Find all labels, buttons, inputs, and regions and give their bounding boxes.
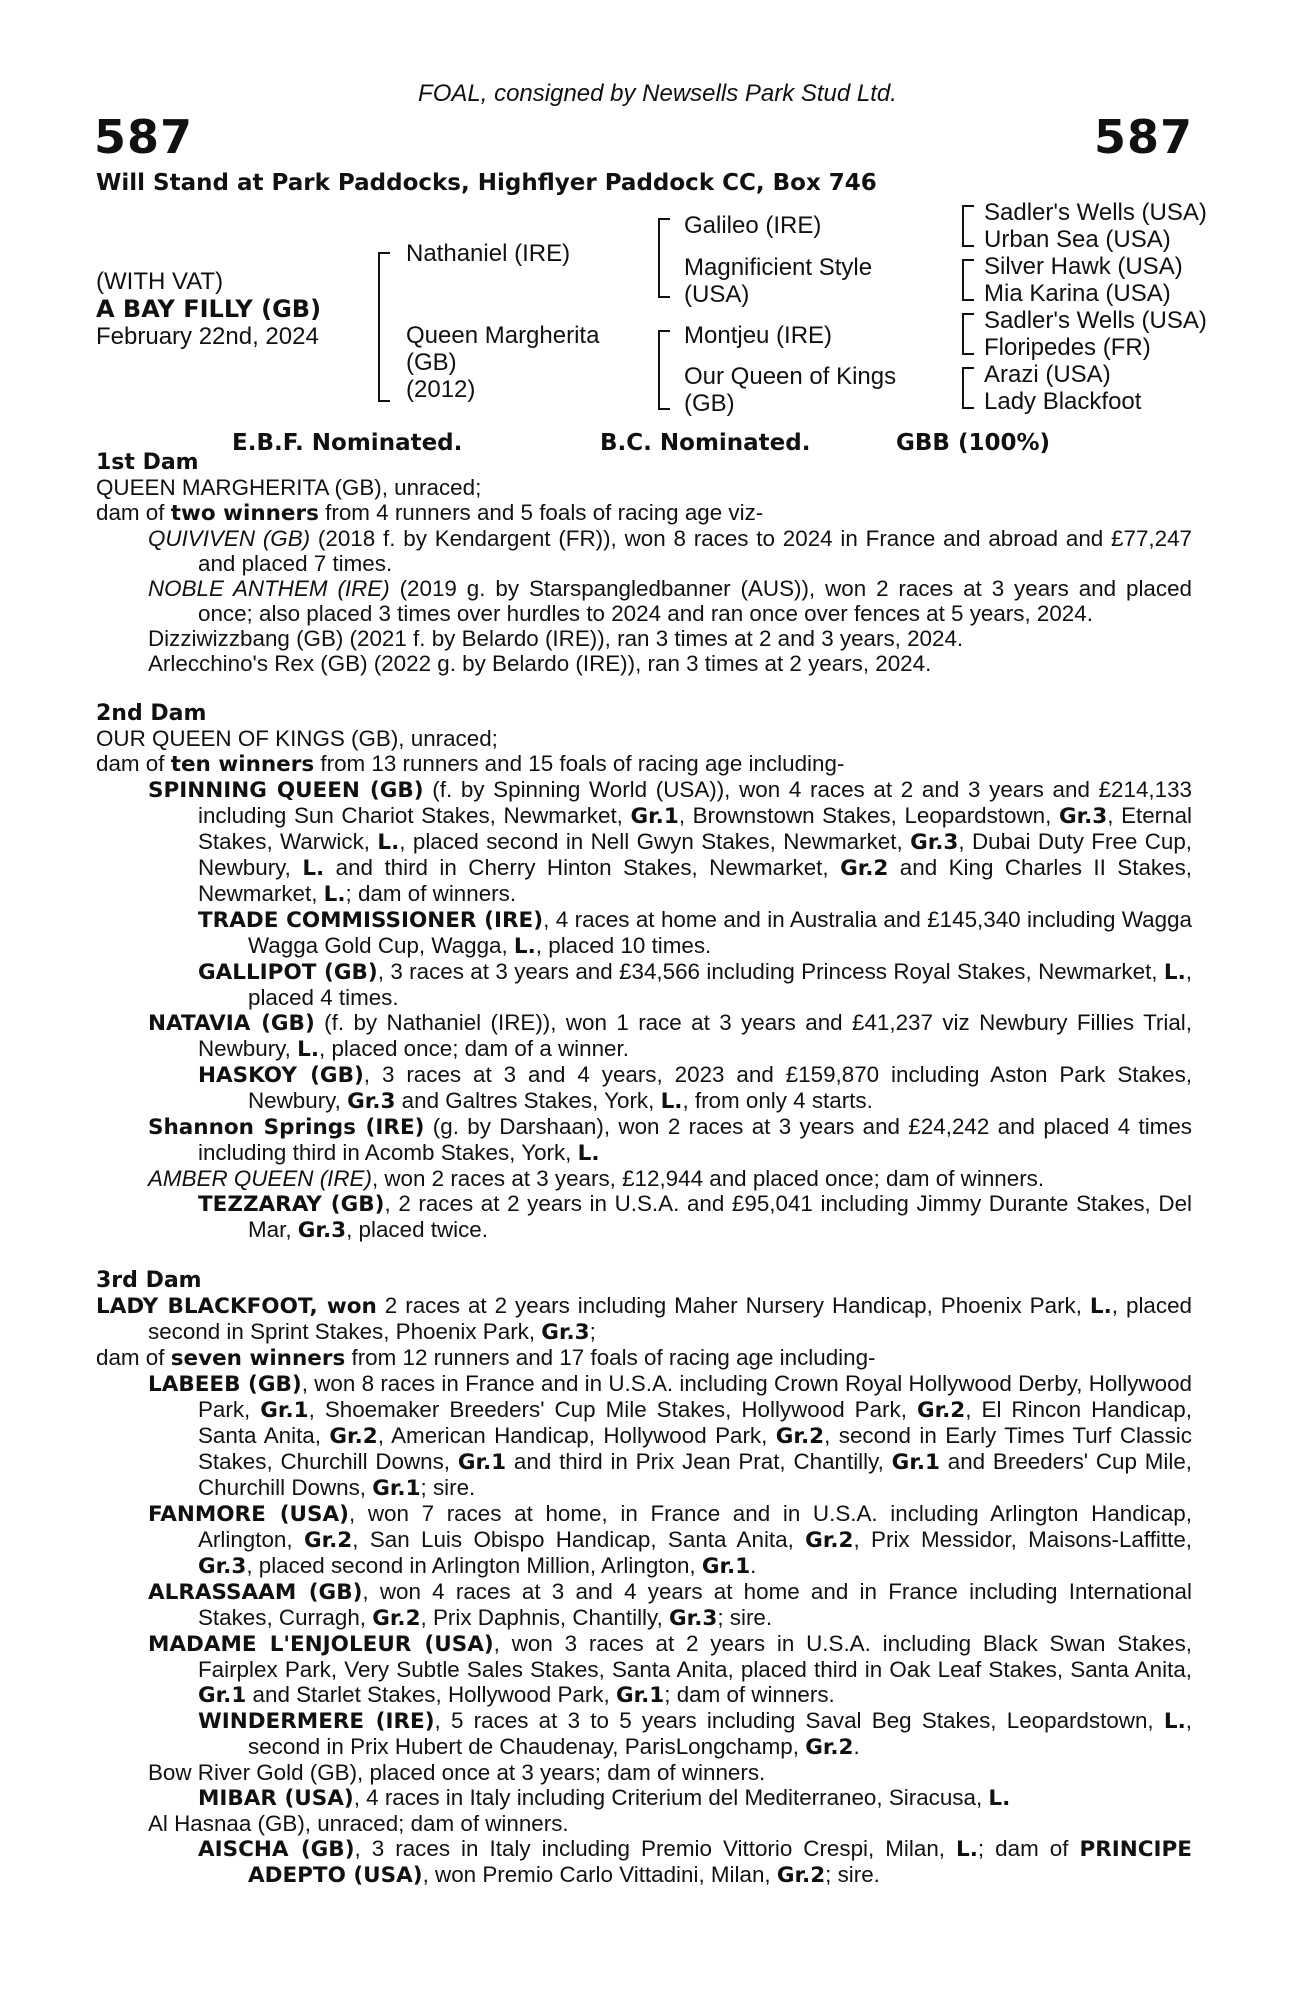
consignor-line: FOAL, consigned by Newsells Park Stud Ltd. [418,80,897,107]
gbb-rating: GBB (100%) [896,430,1051,456]
third-dam-summary: dam of seven winners from 12 runners and 17 foals of racing age including- [96,1345,876,1371]
produce-mibar: MIBAR (USA), 4 races in Italy including Criterium del Mediterraneo, Siracusa, L. [198,1785,1011,1811]
vat-note: (WITH VAT) [96,268,224,295]
lot-number-left: 587 [94,110,194,164]
sire-dam-dam: Mia Karina (USA) [984,280,1171,307]
ebf-nomination: E.B.F. Nominated. [232,430,463,456]
third-dam-name: LADY BLACKFOOT, won 2 races at 2 years including Maher Nursery Handicap, Phoenix Park, L., placed second in Sprint Stakes, Phoenix Park, Gr.3; [96,1293,1192,1345]
produce-haskoy: HASKOY (GB), 3 races at 3 and 4 years, 2023 and £159,870 including Aston Park Stakes, Newbury, Gr.3 and Galtres Stakes, York, L., from only 4 starts. [198,1062,1192,1114]
third-dam-heading: 3rd Dam [96,1268,202,1293]
produce-natavia: NATAVIA (GB) (f. by Nathaniel (IRE)), won 1 race at 3 years and £41,237 viz Newbury Fillies Trial, Newbury, L., placed once; dam of a winner. [148,1010,1193,1062]
produce-bow-river-gold: Bow River Gold (GB), placed once at 3 years; dam of winners. [148,1760,766,1785]
produce-gallipot: GALLIPOT (GB), 3 races at 3 years and £34,566 including Princess Royal Stakes, Newmarket, L., placed 4 times. [198,959,1192,1010]
sire-dam-brace [378,252,390,402]
dam-dam-line-1: Our Queen of Kings [684,363,897,390]
produce-shannon-springs: Shannon Springs (IRE) (g. by Darshaan), won 2 races at 3 years and £24,242 and placed 4 times including third in Acomb Stakes, York, L. [148,1114,1192,1166]
second-dam-name: OUR QUEEN OF KINGS (GB), unraced; [96,726,498,751]
bc-nomination: B.C. Nominated. [600,430,811,456]
dam-parents-brace [658,330,670,410]
stand-location: Will Stand at Park Paddocks, Highflyer Paddock CC, Box 746 [96,170,877,196]
dam-sire: Montjeu (IRE) [684,322,833,349]
catalogue-body [96,450,1192,1888]
produce-spinning-queen: SPINNING QUEEN (GB) (f. by Spinning World (USA)), won 4 races at 2 and 3 years and £214,133 including Sun Chariot Stakes, Newmarket, Gr.1, Brownstown Stakes, Leopardstown, Gr.3, Eternal Stakes, Warwick, L., placed second in Nell Gwyn Stakes, Newmarket, Gr.3, Dubai Duty Free Cup, Newbury, L. and third in Cherry Hinton Stakes, Newmarket, Gr.2 and King Charles II Stakes, Newmarket, L.; dam of winners. [148,777,1193,907]
produce-al-hasnaa: Al Hasnaa (GB), unraced; dam of winners. [148,1811,569,1836]
produce-windermere: WINDERMERE (IRE), 5 races at 3 to 5 years including Saval Beg Stakes, Leopardstown, L., second in Prix Hubert de Chaudenay, ParisLongchamp, Gr.2. [198,1708,1192,1760]
sire-parents-brace [658,218,670,298]
produce-trade-commissioner: TRADE COMMISSIONER (IRE), 4 races at home and in Australia and £145,340 including Wagga Wagga Gold Cup, Wagga, L., placed 10 times. [198,907,1192,959]
produce-arlecchinos-rex: Arlecchino's Rex (GB) (2022 g. by Belardo (IRE)), ran 3 times at 2 years, 2024. [148,651,932,676]
dam-line-1: Queen Margherita [406,322,600,349]
dd-brace [962,367,974,409]
produce-tezzaray: TEZZARAY (GB), 2 races at 2 years in U.S.A. and £95,041 including Jimmy Durante Stakes, Del Mar, Gr.3, placed twice. [198,1191,1192,1243]
sire-sire-sire: Sadler's Wells (USA) [984,199,1207,226]
sire: Nathaniel (IRE) [406,240,571,267]
produce-dizziwizzbang: Dizziwizzbang (GB) (2021 f. by Belardo (IRE)), ran 3 times at 2 and 3 years, 2024. [148,626,964,651]
produce-fanmore: FANMORE (USA), won 7 races at home, in France and in U.S.A. including Arlington Handicap, Arlington, Gr.2, San Luis Obispo Handicap, Santa Anita, Gr.2, Prix Messidor, Maisons-Laffitte, Gr.3, placed second in Arlington Million, Arlington, Gr.1. [148,1501,1192,1579]
ds-brace [962,313,974,355]
lot-number-right: 587 [1094,110,1194,164]
sire-sire: Galileo (IRE) [684,212,822,239]
lot-name: A BAY FILLY (GB) [96,295,322,323]
sire-dam-sire: Silver Hawk (USA) [984,253,1183,280]
dam-dam-line-2: (GB) [684,390,735,417]
dam-line-3: (2012) [406,376,476,403]
first-dam-summary: dam of two winners from 4 runners and 5 foals of racing age viz- [96,500,764,526]
produce-alrassaam: ALRASSAAM (GB), won 4 races at 3 and 4 years at home and in France including International Stakes, Curragh, Gr.2, Prix Daphnis, Chantilly, Gr.3; sire. [148,1579,1192,1631]
second-dam-summary: dam of ten winners from 13 runners and 15 foals of racing age including- [96,751,845,777]
dam-sire-sire: Sadler's Wells (USA) [984,307,1207,334]
ss-brace [962,205,974,247]
sire-sire-dam: Urban Sea (USA) [984,226,1171,253]
foaling-date: February 22nd, 2024 [96,323,319,350]
first-dam-heading: 1st Dam [96,450,199,475]
second-dam-heading: 2nd Dam [96,701,207,726]
produce-madame-lenjoleur: MADAME L'ENJOLEUR (USA), won 3 races at 2 years in U.S.A. including Black Swan Stakes, Fairplex Park, Very Subtle Sales Stakes, Santa Anita, placed third in Oak Leaf Stakes, Santa Anita, Gr.1 and Starlet Stakes, Hollywood Park, Gr.1; dam of winners. [148,1631,1192,1708]
dam-dam-sire: Arazi (USA) [984,361,1111,388]
dam-sire-dam: Floripedes (FR) [984,334,1151,361]
produce-amber-queen: AMBER QUEEN (IRE), won 2 races at 3 years, £12,944 and placed once; dam of winners. [148,1166,1045,1191]
dam-line-2: (GB) [406,349,457,376]
sire-dam-line-1: Magnificient Style [684,254,873,281]
produce-aischa: AISCHA (GB), 3 races in Italy including Premio Vittorio Crespi, Milan, L.; dam of PRINCIPE ADEPTO (USA), won Premio Carlo Vittadini, Milan, Gr.2; sire. [198,1836,1192,1888]
produce-labeeb: LABEEB (GB), won 8 races in France and in U.S.A. including Crown Royal Hollywood Derby, Hollywood Park, Gr.1, Shoemaker Breeders' Cup Mile Stakes, Hollywood Park, Gr.2, El Rincon Handicap, Santa Anita, Gr.2, American Handicap, Hollywood Park, Gr.2, second in Early Times Turf Classic Stakes, Churchill Downs, Gr.1 and third in Prix Jean Prat, Chantilly, Gr.1 and Breeders' Cup Mile, Churchill Downs, Gr.1; sire. [148,1371,1192,1501]
produce-quiviven: QUIVIVEN (GB) (2018 f. by Kendargent (FR)), won 8 races to 2024 in France and abroad and £77,247 and placed 7 times. [148,526,1192,576]
produce-noble-anthem: NOBLE ANTHEM (IRE) (2019 g. by Starspangledbanner (AUS)), won 2 races at 3 years and placed once; also placed 3 times over hurdles to 2024 and ran once over fences at 5 years, 2024. [148,576,1192,626]
sd-brace [962,259,974,301]
sire-dam-line-2: (USA) [684,281,750,308]
dam-dam-dam: Lady Blackfoot [984,388,1142,415]
first-dam-name: QUEEN MARGHERITA (GB), unraced; [96,475,482,500]
